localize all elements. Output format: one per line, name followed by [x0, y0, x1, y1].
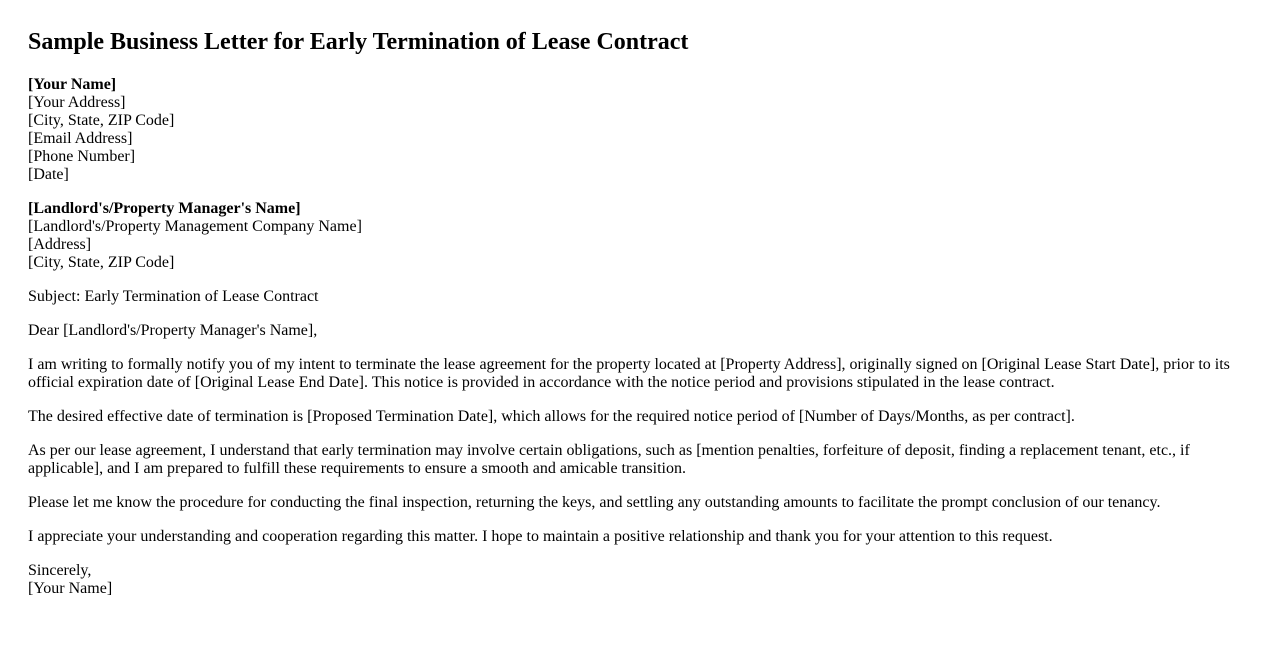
- body-paragraph-intent: I am writing to formally notify you of my intent to terminate the lease agreement for the property located at [Property Address], originally signed on [Original Lease Start Date], prior to its official expiration date of [Original Lease End Date]. This notice is provided in accordance with the notice period and provisions stipulated in the lease contract.: [28, 356, 1230, 391]
- letter-date: [Date]: [28, 166, 69, 183]
- recipient-name: [Landlord's/Property Manager's Name]: [28, 200, 301, 217]
- sender-address: [Your Address]: [28, 94, 126, 111]
- body-paragraph-procedure: Please let me know the procedure for conducting the final inspection, returning the keys, and settling any outstanding amounts to facilitate the prompt conclusion of our tenancy.: [28, 494, 1161, 511]
- recipient-city-state-zip: [City, State, ZIP Code]: [28, 254, 175, 271]
- signature-name: [Your Name]: [28, 580, 113, 597]
- salutation: Dear [Landlord's/Property Manager's Name],: [28, 322, 318, 339]
- recipient-company: [Landlord's/Property Management Company Name]: [28, 218, 362, 235]
- sender-city-state-zip: [City, State, ZIP Code]: [28, 112, 175, 129]
- sender-name: [Your Name]: [28, 76, 117, 93]
- body-paragraph-appreciation: I appreciate your understanding and cooperation regarding this matter. I hope to maintain a positive relationship and thank you for your attention to this request.: [28, 528, 1053, 545]
- recipient-address: [Address]: [28, 236, 92, 253]
- sender-phone: [Phone Number]: [28, 148, 136, 165]
- body-paragraph-obligations: As per our lease agreement, I understand that early termination may involve certain obligations, such as [mention penalties, forfeiture of deposit, finding a replacement tenant, etc., if applicable], and I am prepared to fulfill these requirements to ensure a smooth and amicable transition.: [28, 442, 1190, 477]
- page-title: Sample Business Letter for Early Termination of Lease Contract: [28, 29, 689, 55]
- subject-line: Subject: Early Termination of Lease Contract: [28, 288, 319, 305]
- valediction: Sincerely,: [28, 562, 92, 579]
- body-paragraph-effective-date: The desired effective date of termination is [Proposed Termination Date], which allows for the required notice period of [Number of Days/Months, as per contract].: [28, 408, 1075, 425]
- sender-block: [28, 76, 1250, 184]
- sender-email: [Email Address]: [28, 130, 133, 147]
- recipient-block: [28, 200, 1250, 272]
- closing-block: [28, 562, 1250, 598]
